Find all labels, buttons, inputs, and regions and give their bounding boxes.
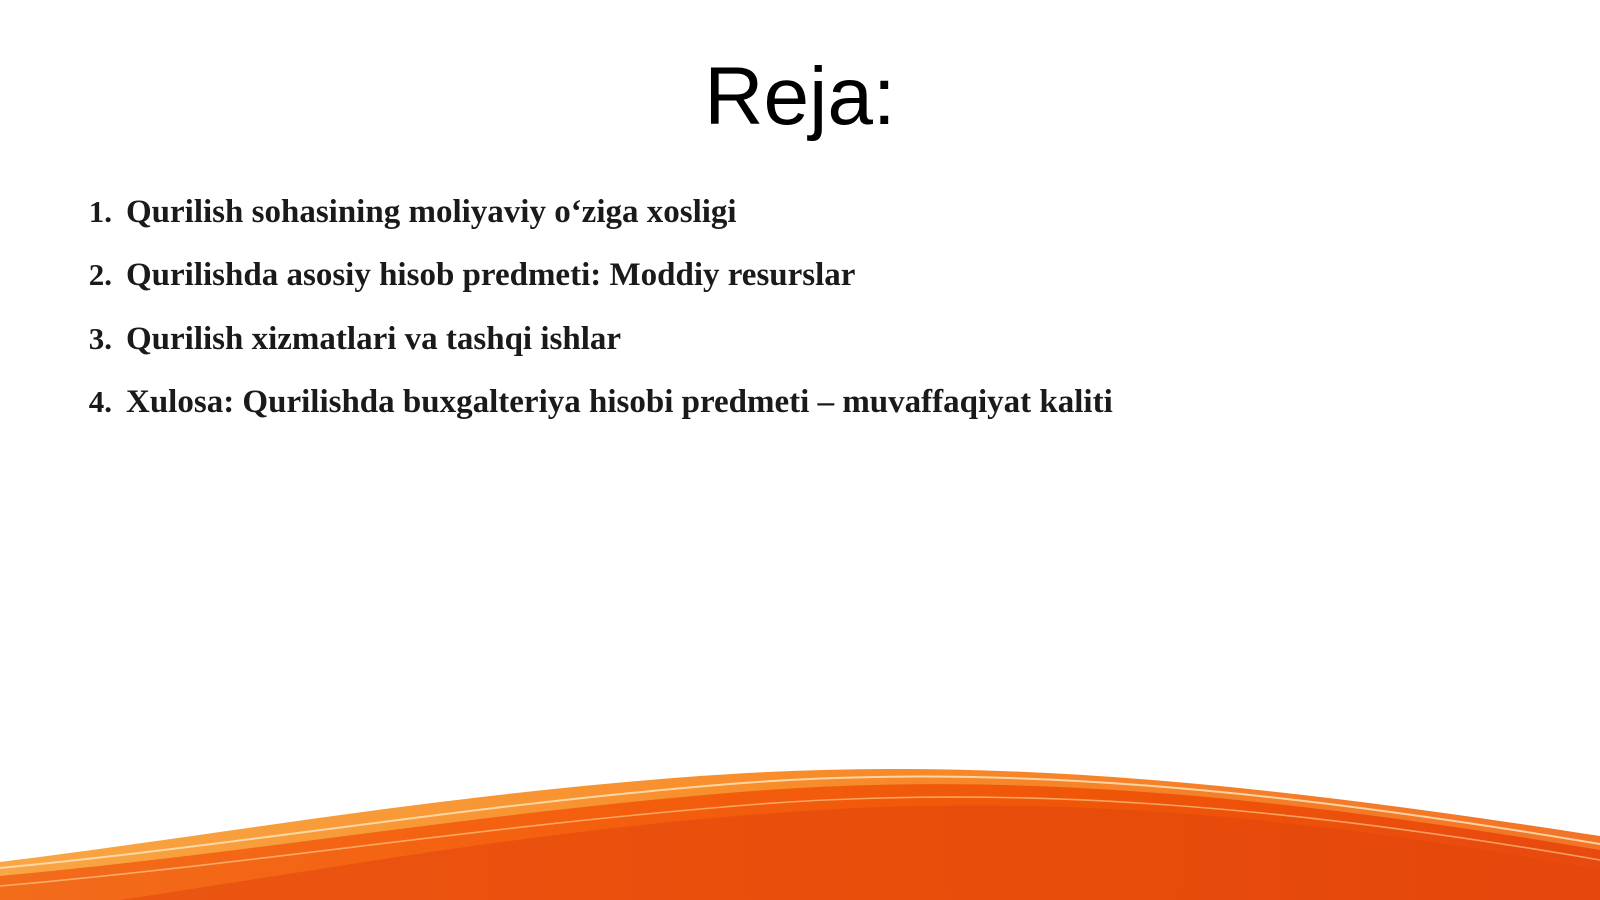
list-item-number: 4.	[88, 383, 112, 419]
list-item-label: Xulosa: Qurilishda buxgalteriya hisobi predmeti – muvaffaqiyat kaliti	[126, 383, 1113, 420]
slide-title: Reja:	[704, 51, 896, 142]
list-item-number: 3.	[88, 320, 112, 356]
list-item-label: Qurilish sohasining moliyaviy o‘ziga xosligi	[126, 194, 737, 230]
orange-wave-footer-icon	[0, 740, 1600, 900]
list-item-number: 2.	[88, 257, 112, 293]
list-item-label: Qurilish xizmatlari va tashqi ishlar	[126, 320, 622, 357]
list-item	[56, 319, 1536, 360]
list-item-label: Qurilishda asosiy hisob predmeti: Moddiy resurslar	[126, 257, 856, 294]
list-item-number: 1.	[88, 194, 112, 229]
list-item	[56, 382, 1536, 423]
agenda-list	[56, 192, 1536, 445]
list-item	[56, 255, 1536, 296]
list-item	[56, 192, 1536, 233]
